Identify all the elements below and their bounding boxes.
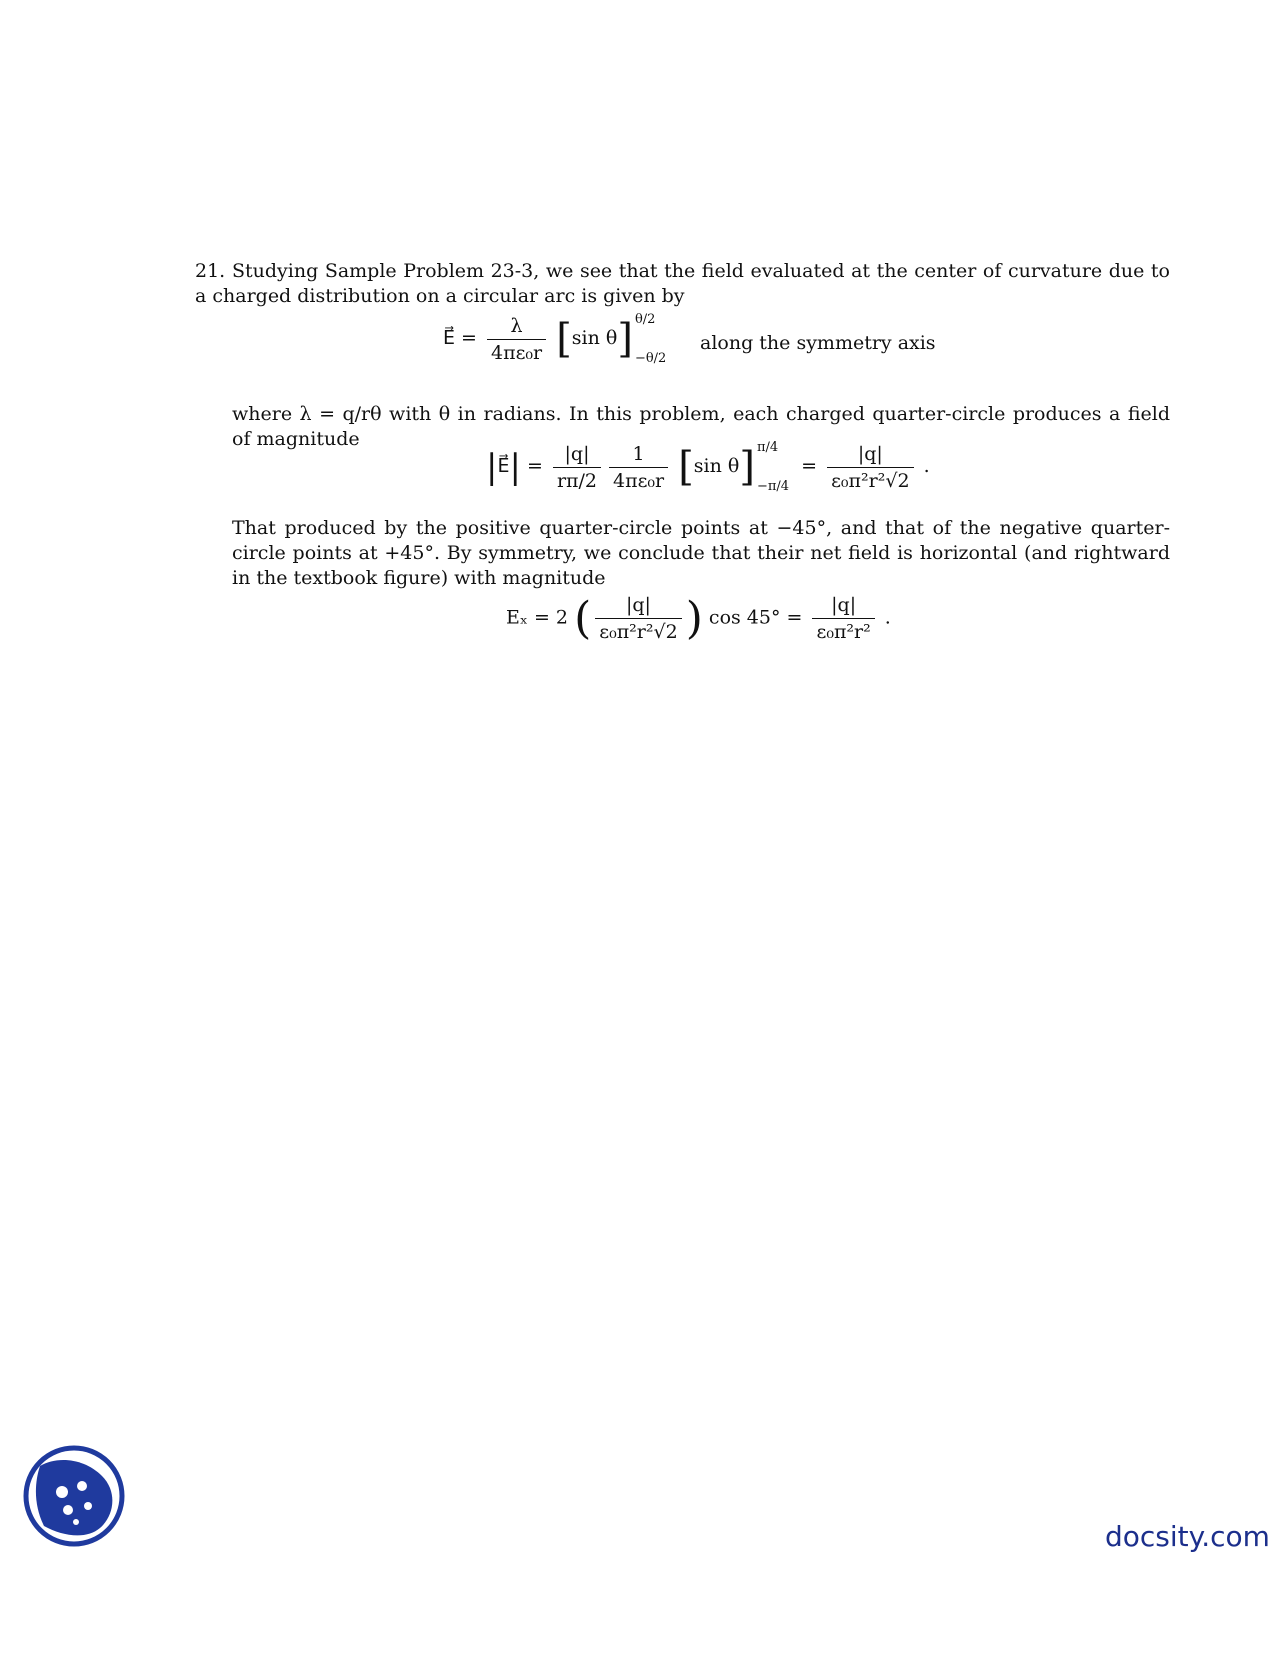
problem-intro	[195, 259, 1170, 309]
eq1-note: along the symmetry axis	[700, 332, 936, 354]
eq3-fraction	[595, 594, 681, 643]
eq1-numerator: λ	[487, 315, 546, 340]
eq1-function: sin θ	[571, 327, 618, 349]
eq3-middle: cos 45° =	[708, 606, 803, 629]
equation-1: E⃗ = $\frac{\lambda}{\text{4πε₀r}}$ [sin θ] θ/2 −θ/2	[443, 312, 667, 366]
eq2-numerator-2: 1	[609, 443, 668, 468]
eq3-denominator: ε₀π²r²√2	[599, 621, 678, 643]
eq2-denominator-1: rπ/2	[556, 469, 598, 492]
equation-3: Eₓ = 2 ( $\frac{|q|}{\text{ε₀π²r²√2}}$ ) cos 45° = $\frac{|q|}{\text{ε₀π²r²}}$ .	[506, 592, 891, 644]
eq2-function: sin θ	[693, 455, 740, 477]
eq2-lower-limit: −π/4	[756, 479, 790, 494]
eq3-result-denominator: ε₀π²r²	[816, 621, 871, 643]
paragraph-3: That produced by the positive quarter-circle points at −45°, and that of the negative quarter-circle points at +45°. By symmetry, we conclude that their net field is horizontal (and rightward in the textbook figure) with magnitude	[232, 517, 1170, 589]
eq2-fraction-2	[609, 443, 668, 492]
eq1-lower-limit: −θ/2	[634, 351, 667, 366]
eq3-result-numerator: |q|	[812, 594, 874, 619]
paragraph-2: where λ = q/rθ with θ in radians. In this problem, each charged quarter-circle produces a field of magnitude	[232, 403, 1170, 450]
eq1-denominator: 4πε₀r	[491, 341, 543, 364]
eq3-lhs: Eₓ = 2	[506, 606, 569, 629]
eq2-result-fraction	[827, 443, 913, 492]
eq3-numerator: |q|	[595, 594, 681, 619]
eq2-result-denominator: ε₀π²r²√2	[831, 469, 910, 492]
eq2-numerator-1: |q|	[553, 443, 601, 468]
eq1-lhs: E⃗ =	[443, 327, 477, 349]
problem-number: 21.	[195, 260, 226, 282]
eq2-fraction-1	[553, 443, 601, 492]
eq1-upper-limit: θ/2	[634, 312, 656, 327]
eq2-result-numerator: |q|	[827, 443, 913, 468]
docsity-brand-link[interactable]: docsity.com	[1105, 1520, 1270, 1553]
docsity-logo-icon[interactable]	[22, 1444, 126, 1552]
eq2-upper-limit: π/4	[756, 440, 779, 455]
eq3-result-fraction	[812, 594, 874, 643]
intro-text: Studying Sample Problem 23-3, we see that the field evaluated at the center of curvature due to a charged distribution on a circular arc is given by	[195, 260, 1170, 307]
equation-2: |E⃗| = $\frac{|q|}{r\pi/2}$ $\frac{1}{\text{4πε₀r}}$ [sin θ] π/4 −π/4 = $\frac{|q|}{\text{ε₀π²r²√2}}$ .	[486, 440, 930, 494]
eq2-limits	[757, 440, 789, 494]
eq2-lhs: E⃗	[497, 455, 510, 477]
eq1-limits	[635, 312, 666, 366]
eq2-denominator-2: 4πε₀r	[613, 469, 665, 492]
eq1-fraction	[487, 315, 546, 364]
